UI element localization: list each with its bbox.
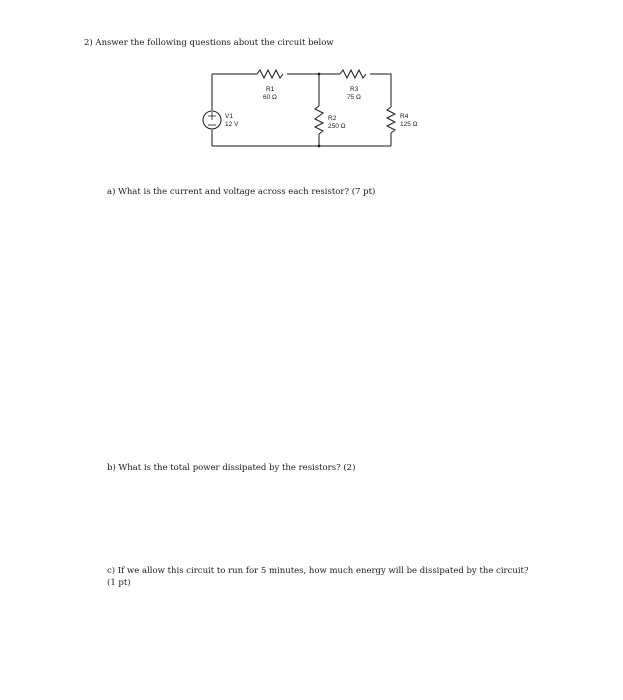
question-c-line2: (1 pt) [107,578,131,588]
junction-bottom [318,145,321,148]
resistor-r3 [340,70,366,78]
r3-value: 75 Ω [347,94,361,101]
source-value: 12 V [225,121,239,128]
source-plus-line [208,112,216,120]
junction-top [318,73,321,76]
r3-name: R3 [350,86,359,93]
resistor-r4 [387,107,395,133]
resistor-r2 [315,106,323,134]
r2-name: R2 [328,115,337,122]
question-a: a) What is the current and voltage across each resistor? (7 pt) [107,187,376,197]
question-c [107,565,577,589]
resistor-r1 [257,70,283,78]
question-b: b) What is the total power dissipated by the resistors? (2) [107,463,356,473]
source-name: V1 [225,113,233,120]
question-c-line1: c) If we allow this circuit to run for 5 minutes, how much energy will be dissipated by the circuit? [107,566,529,576]
circuit-diagram [195,62,435,157]
r4-name: R4 [400,113,409,120]
question-title: 2) Answer the following questions about the circuit below [84,38,334,48]
r1-value: 60 Ω [263,94,277,101]
wire-top-right [370,74,391,107]
r1-name: R1 [266,86,275,93]
r4-value: 125 Ω [400,121,418,128]
r2-value: 250 Ω [328,123,346,130]
